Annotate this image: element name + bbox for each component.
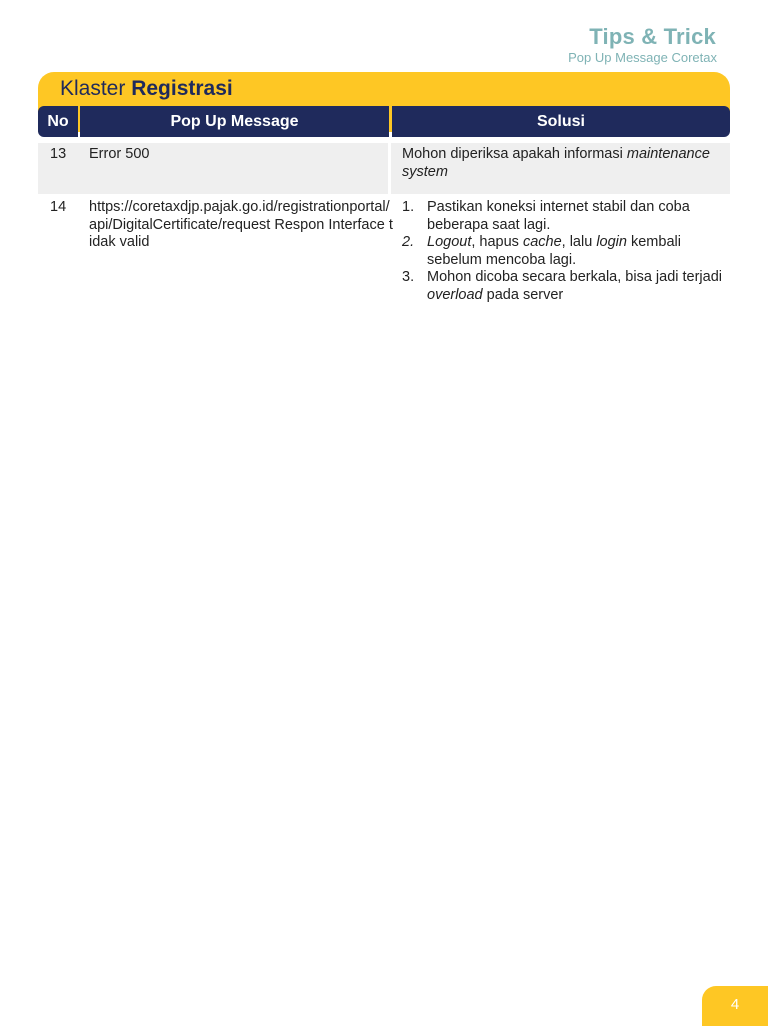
solution-step [402, 269, 728, 304]
solution-step [402, 199, 728, 234]
table-row [38, 143, 730, 194]
step-text: Pastikan koneksi internet stabil dan coba beberapa saat lagi. [427, 199, 690, 233]
page-header-subtitle: Pop Up Message Coretax [568, 50, 717, 65]
table-header-message: Pop Up Message [80, 106, 389, 137]
table-header-no: No [38, 106, 78, 137]
step-text: pada server [482, 286, 564, 303]
step-term-cache: cache [522, 234, 562, 250]
step-term-overload: overload [427, 286, 483, 303]
step-term-login: login [596, 234, 627, 250]
solution-plain: Mohon diperiksa apakah informasi [402, 146, 623, 162]
step-text: Mohon dicoba secara berkala, bisa jadi terjadi [427, 269, 723, 285]
row-number: 14 [50, 199, 67, 215]
row-number: 13 [50, 146, 67, 162]
solution-step [402, 234, 728, 269]
step-number: 3. [402, 269, 415, 285]
step-text: kembali sebelum mencoba lagi. [427, 234, 681, 268]
step-number: 1. [402, 199, 415, 215]
page-number-tab: 4 [702, 986, 768, 1026]
step-text: , hapus [471, 234, 523, 250]
popup-message: Error 500 [89, 146, 150, 162]
step-number: 2. [402, 234, 415, 250]
solution-text [402, 146, 728, 181]
step-term-logout: Logout [427, 234, 472, 250]
cluster-title [60, 77, 233, 101]
solution-italic: maintenance system [402, 146, 710, 180]
table-header-solution: Solusi [392, 106, 730, 137]
popup-message: https://coretaxdjp.pajak.go.id/registrationportal/api/DigitalCertificate/request Respon Interface tidak valid [89, 199, 393, 250]
cluster-prefix: Klaster [60, 77, 126, 100]
step-text: , lalu [561, 234, 597, 250]
cluster-name: Registrasi [131, 77, 233, 100]
page-header-title: Tips & Trick [589, 24, 716, 49]
table-row [38, 196, 730, 306]
solution-steps [402, 199, 728, 304]
